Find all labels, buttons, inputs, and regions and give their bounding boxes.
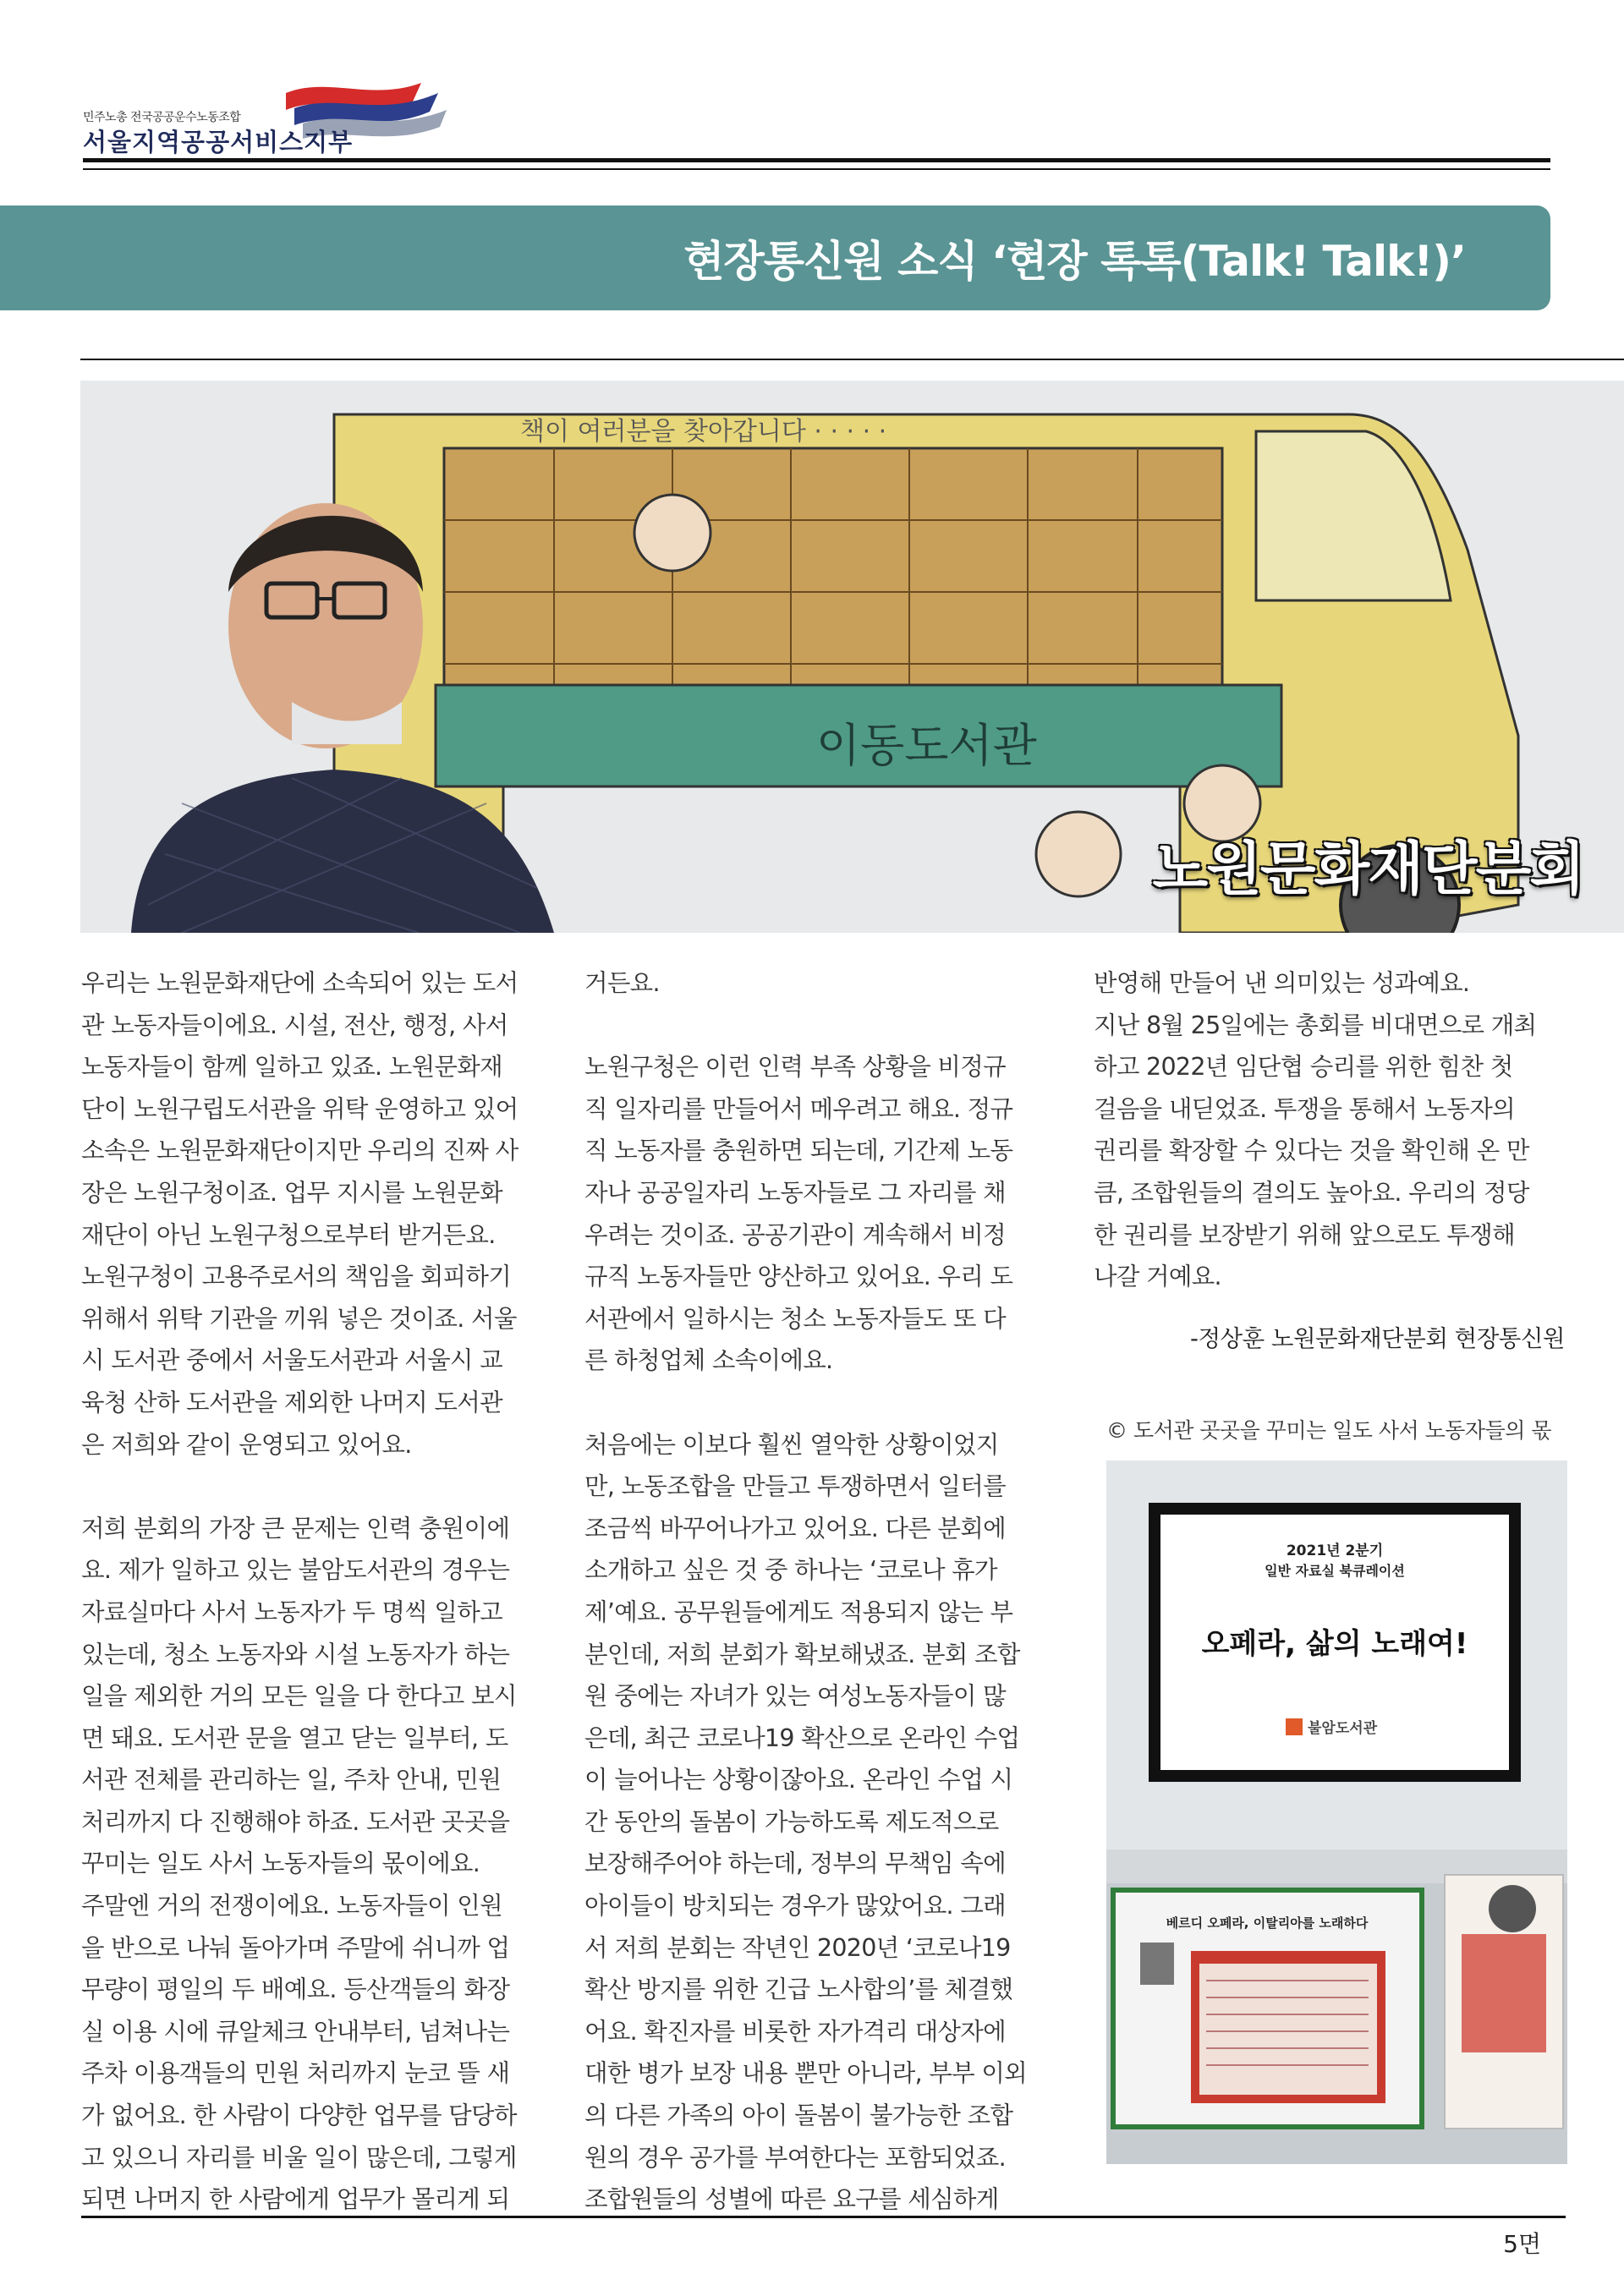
article-line: 주말엔 거의 전쟁이에요. 노동자들이 인원 bbox=[81, 1892, 502, 1921]
article-line: 걸음을 내딛었죠. 투쟁을 통해서 노동자의 bbox=[1094, 1094, 1515, 1123]
article-line: 거든요. bbox=[584, 969, 660, 997]
article-line: 하고 2022년 임단협 승리를 위한 힘찬 첫 bbox=[1094, 1053, 1513, 1082]
banner-title: 현장통신원 소식 ‘현장 톡톡(Talk! Talk!)’ bbox=[683, 237, 1466, 286]
article-line: 원의 경우 공가를 부여한다는 포함되었죠. bbox=[584, 2143, 1006, 2172]
article-line: 처리까지 다 진행해야 하죠. 도서관 곳곳을 bbox=[81, 1807, 510, 1836]
section-banner bbox=[0, 205, 1550, 310]
article-column-2 bbox=[584, 962, 1041, 2221]
article-line: 재단이 아닌 노원구청으로부터 받거든요. bbox=[81, 1220, 496, 1249]
board-title: 베르디 오페라, 이탈리아를 노래하다 bbox=[1166, 1915, 1369, 1931]
article-signature: -정상훈 노원문화재단분회 현장통신원 bbox=[1190, 1325, 1565, 1352]
article-line: 일을 제외한 거의 모든 일을 다 한다고 보시 bbox=[81, 1682, 517, 1711]
article-line: 노동자들이 함께 일하고 있죠. 노원문화재 bbox=[81, 1053, 502, 1082]
poster-title: 오페라, 삶의 노래여! bbox=[1201, 1627, 1468, 1661]
article-line: 의 다른 가족의 아이 돌봄이 불가능한 조합 bbox=[584, 2101, 1013, 2130]
article-line: 보장해주어야 하는데, 정부의 무책임 속에 bbox=[584, 1849, 1006, 1878]
poster-logo: 불암도서관 bbox=[1308, 1720, 1378, 1737]
article-line: 은 저희와 같이 운영되고 있어요. bbox=[81, 1430, 412, 1459]
article-line: 서 저희 분회는 작년인 2020년 ‘코로나19 bbox=[584, 1933, 1011, 1962]
article-line: 큼, 조합원들의 결의도 높아요. 우리의 정당 bbox=[1094, 1178, 1529, 1207]
article-line: 장은 노원구청이죠. 업무 지시를 노원문화 bbox=[81, 1178, 502, 1207]
article-line: 요. 제가 일하고 있는 불암도서관의 경우는 bbox=[81, 1556, 510, 1585]
article-line: 이 늘어나는 상황이잖아요. 온라인 수업 시 bbox=[584, 1766, 1013, 1795]
article-line: 주차 이용객들의 민원 처리까지 눈코 뜰 새 bbox=[81, 2059, 510, 2088]
article-line: 조금씩 바꾸어나가고 있어요. 다른 분회에 bbox=[584, 1514, 1006, 1543]
article-line: 제’예요. 공무원들에게도 적용되지 않는 부 bbox=[584, 1597, 1013, 1626]
mural-text-side: 이동도서관 bbox=[816, 719, 1037, 772]
article-line: 우리는 노원문화재단에 소속되어 있는 도서 bbox=[81, 969, 518, 997]
paragraph-gap bbox=[584, 1382, 1041, 1424]
article-column-1 bbox=[81, 962, 538, 2221]
article-line: 원 중에는 자녀가 있는 여성노동자들이 많 bbox=[584, 1682, 1006, 1711]
article-line: 대한 병가 보장 내용 뿐만 아니라, 부부 이외 bbox=[584, 2059, 1028, 2088]
article-line: 자료실마다 사서 노동자가 두 명씩 일하고 bbox=[81, 1597, 502, 1626]
article-line: 처음에는 이보다 훨씬 열악한 상황이었지 bbox=[584, 1430, 999, 1459]
page-number: 5면 bbox=[1503, 2230, 1541, 2258]
paragraph-gap bbox=[81, 1466, 538, 1508]
article-line: 되면 나머지 한 사람에게 업무가 몰리게 되 bbox=[81, 2185, 510, 2214]
article-line: 지난 8월 25일에는 총회를 비대면으로 개최 bbox=[1094, 1011, 1537, 1039]
union-name-small: 민주노총 전국공공운수노동조합 bbox=[83, 111, 241, 124]
article-line: 무량이 평일의 두 배예요. 등산객들의 화장 bbox=[81, 1975, 510, 2004]
article-line: 른 하청업체 소속이에요. bbox=[584, 1346, 833, 1375]
article-line: 직 일자리를 만들어서 메우려고 해요. 정규 bbox=[584, 1094, 1013, 1123]
article-line: 규직 노동자들만 양산하고 있어요. 우리 도 bbox=[584, 1263, 1013, 1291]
article-line: 꾸미는 일도 사서 노동자들의 몫이에요. bbox=[81, 1849, 480, 1878]
side-photo-illustration bbox=[1106, 1460, 1567, 2164]
article-line: 나갈 거예요. bbox=[1094, 1263, 1221, 1291]
poster-sub: 일반 자료실 북큐레이션 bbox=[1265, 1563, 1405, 1579]
article-line: 실 이용 시에 큐알체크 안내부터, 넘쳐나는 bbox=[81, 2017, 510, 2046]
photo-caption: © 도서관 곳곳을 꾸미는 일도 사서 노동자들의 몫 bbox=[1106, 1418, 1551, 1443]
footer-rule bbox=[81, 2216, 1566, 2218]
mural-text-top: 책이 여러분을 찾아갑니다 · · · · · bbox=[520, 417, 887, 447]
article-line: 소속은 노원문화재단이지만 우리의 진짜 사 bbox=[81, 1137, 518, 1165]
poster-small: 2021년 2분기 bbox=[1286, 1543, 1384, 1559]
article-line: 자나 공공일자리 노동자들로 그 자리를 채 bbox=[584, 1178, 1006, 1207]
article-line: 서관 전체를 관리하는 일, 주차 안내, 민원 bbox=[81, 1766, 502, 1795]
article-line: 조합원들의 성별에 따른 요구를 세심하게 bbox=[584, 2185, 999, 2214]
paragraph-gap bbox=[584, 1005, 1041, 1047]
article-line: 가 없어요. 한 사람이 다양한 업무를 담당하 bbox=[81, 2101, 517, 2130]
article-line: 우려는 것이죠. 공공기관이 계속해서 비정 bbox=[584, 1220, 1006, 1249]
article-line: 서관에서 일하시는 청소 노동자들도 또 다 bbox=[584, 1304, 1006, 1333]
article-line: 아이들이 방치되는 경우가 많았어요. 그래 bbox=[584, 1892, 1006, 1921]
union-logo bbox=[83, 68, 387, 156]
article-line: 노원구청이 고용주로서의 책임을 회피하기 bbox=[81, 1263, 512, 1291]
article-line: 위해서 위탁 기관을 끼워 넣은 것이죠. 서울 bbox=[81, 1304, 517, 1333]
union-name-main: 서울지역공공서비스지부 bbox=[83, 128, 354, 156]
article-line: 은데, 최근 코로나19 확산으로 온라인 수업 bbox=[584, 1723, 1020, 1752]
branch-label: 노원문화재단분회 bbox=[1152, 836, 1583, 903]
photo-top-rule bbox=[80, 359, 1624, 360]
article-line: 권리를 확장할 수 있다는 것을 확인해 온 만 bbox=[1094, 1137, 1529, 1165]
article-line: 저희 분회의 가장 큰 문제는 인력 충원이에 bbox=[81, 1514, 510, 1543]
article-column-3 bbox=[1094, 962, 1567, 1298]
article-line: 면 돼요. 도서관 문을 열고 닫는 일부터, 도 bbox=[81, 1723, 508, 1752]
article-line: 확산 방지를 위한 긴급 노사합의’를 체결했 bbox=[584, 1975, 1013, 2004]
article-line: 직 노동자를 충원하면 되는데, 기간제 노동 bbox=[584, 1137, 1013, 1165]
article-line: 을 반으로 나눠 돌아가며 주말에 쉬니까 업 bbox=[81, 1933, 510, 1962]
article-line: 고 있으니 자리를 비울 일이 많은데, 그렇게 bbox=[81, 2143, 517, 2172]
header-rule-thin bbox=[83, 168, 1550, 170]
hero-photo bbox=[80, 381, 1624, 933]
article-line: 시 도서관 중에서 서울도서관과 서울시 교 bbox=[81, 1346, 502, 1375]
article-line: 소개하고 싶은 것 중 하나는 ‘코로나 휴가 bbox=[584, 1556, 997, 1585]
article-line: 어요. 확진자를 비롯한 자가격리 대상자에 bbox=[584, 2017, 1006, 2046]
article-line: 노원구청은 이런 인력 부족 상황을 비정규 bbox=[584, 1053, 1006, 1082]
article-line: 한 권리를 보장받기 위해 앞으로도 투쟁해 bbox=[1094, 1220, 1515, 1249]
article-line: 관 노동자들이에요. 시설, 전산, 행정, 사서 bbox=[81, 1011, 508, 1039]
article-line: 단이 노원구립도서관을 위탁 운영하고 있어 bbox=[81, 1094, 518, 1123]
article-line: 반영해 만들어 낸 의미있는 성과예요. bbox=[1094, 969, 1470, 997]
article-line: 분인데, 저희 분회가 확보해냈죠. 분회 조합 bbox=[584, 1640, 1020, 1669]
article-line: 간 동안의 돌봄이 가능하도록 제도적으로 bbox=[584, 1807, 999, 1836]
article-line: 있는데, 청소 노동자와 시설 노동자가 하는 bbox=[81, 1640, 510, 1669]
article-line: 만, 노동조합을 만들고 투쟁하면서 일터를 bbox=[584, 1472, 1006, 1501]
article-line: 육청 산하 도서관을 제외한 나머지 도서관 bbox=[81, 1388, 502, 1417]
header-rule bbox=[83, 158, 1550, 162]
side-photo bbox=[1106, 1460, 1567, 2164]
